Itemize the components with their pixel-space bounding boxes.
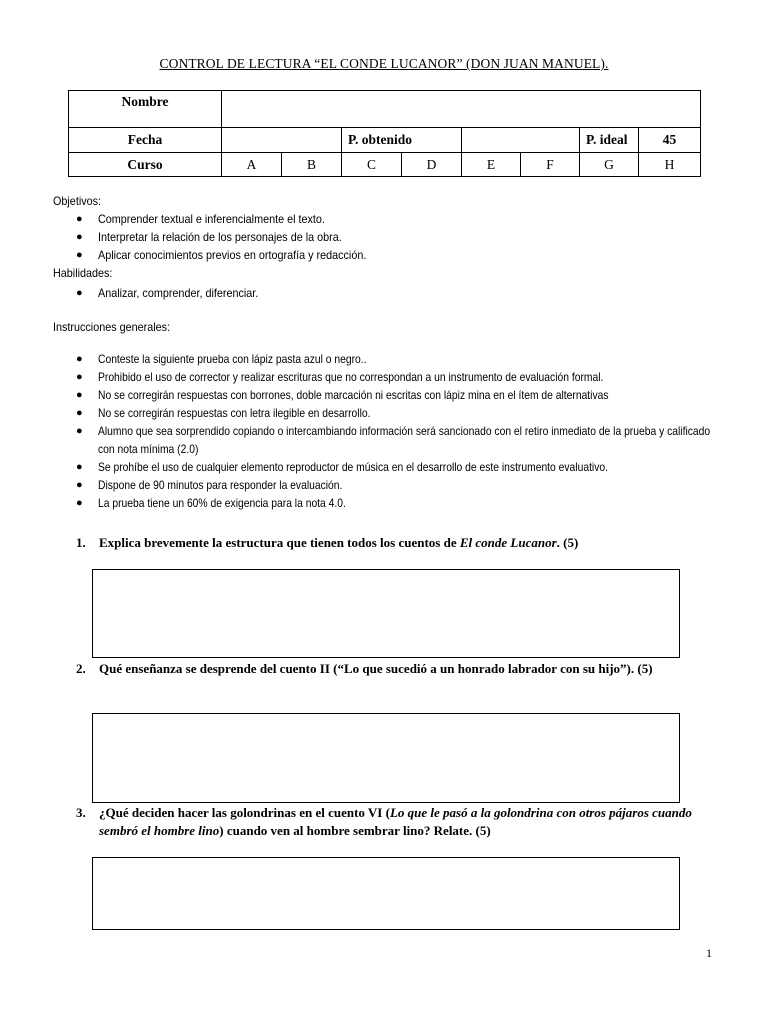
list-item: ● Aplicar conocimientos previos en ortografía y redacción. — [76, 248, 367, 262]
curso-option-d[interactable]: D — [402, 153, 462, 177]
curso-label: Curso — [69, 153, 222, 177]
list-item: ● Analizar, comprender, diferenciar. — [76, 286, 259, 300]
instrucciones-list — [76, 350, 768, 512]
list-item: ● Comprender textual e inferencialmente el texto. — [76, 212, 325, 226]
p-ideal-value: 45 — [639, 128, 701, 153]
answer-box-3[interactable] — [92, 857, 680, 930]
bullet-icon: ● — [76, 287, 83, 299]
list-item: ● Alumno que sea sorprendido copiando o intercambiando información será sancionado con el retiro inmediato de la prueba y calificado con nota mínima (2.0) — [76, 424, 711, 456]
list-item: ● Interpretar la relación de los personajes de la obra. — [76, 230, 342, 244]
list-item: ● No se corregirán respuestas con letra ilegible en desarrollo. — [76, 406, 371, 420]
nombre-label: Nombre — [69, 91, 222, 128]
question-number: 3. — [76, 805, 86, 820]
question-number: 1. — [76, 535, 86, 550]
bullet-icon: ● — [76, 425, 83, 437]
p-ideal-label: P. ideal — [580, 128, 639, 153]
objetivos-label: Objetivos: — [53, 194, 102, 208]
p-obtenido-label: P. obtenido — [342, 128, 462, 153]
question-text: Qué enseñanza se desprende del cuento II (“Lo que sucedió a un honrado labrador con su hijo”). (5) — [99, 661, 653, 676]
page-number: 1 — [706, 946, 712, 960]
curso-option-c[interactable]: C — [342, 153, 402, 177]
student-info-table — [68, 90, 701, 177]
nombre-field[interactable] — [222, 91, 701, 128]
document-title: CONTROL DE LECTURA “EL CONDE LUCANOR” (DON JUAN MANUEL). — [159, 56, 609, 71]
question-text: Explica brevemente la estructura que tienen todos los cuentos de El conde Lucanor. (5) — [99, 535, 579, 550]
instrucciones-label: Instrucciones generales: — [53, 320, 171, 334]
list-item: ● No se corregirán respuestas con borrones, doble marcación ni escritas con lápiz mina en el ítem de alternativas — [76, 388, 609, 402]
habilidades-label: Habilidades: — [53, 266, 113, 280]
answer-box-2[interactable] — [92, 713, 680, 803]
objetivos-list — [76, 210, 396, 264]
bullet-icon: ● — [76, 461, 83, 473]
bullet-icon: ● — [76, 231, 83, 243]
bullet-icon: ● — [76, 407, 83, 419]
curso-option-e[interactable]: E — [462, 153, 521, 177]
question-number: 2. — [76, 661, 86, 676]
curso-option-g[interactable]: G — [580, 153, 639, 177]
curso-option-f[interactable]: F — [521, 153, 580, 177]
bullet-icon: ● — [76, 213, 83, 225]
bullet-icon: ● — [76, 249, 83, 261]
fecha-field[interactable] — [222, 128, 342, 153]
bullet-icon: ● — [76, 353, 83, 365]
bullet-icon: ● — [76, 389, 83, 401]
bullet-icon: ● — [76, 371, 83, 383]
answer-box-1[interactable] — [92, 569, 680, 658]
list-item: ● La prueba tiene un 60% de exigencia para la nota 4.0. — [76, 496, 346, 510]
list-item: ● Conteste la siguiente prueba con lápiz pasta azul o negro.. — [76, 352, 367, 366]
list-item: ● Se prohíbe el uso de cualquier elemento reproductor de música en el desarrollo de este instrumento evaluativo. — [76, 460, 608, 474]
habilidades-list — [76, 284, 276, 302]
question-text: ¿Qué deciden hacer las golondrinas en el cuento VI (Lo que le pasó a la golondrina con otros pájaros cuando sembró el hombre lino) cuando ven al hombre sembrar lino? Relate. (5) — [99, 805, 692, 838]
curso-option-b[interactable]: B — [282, 153, 342, 177]
p-obtenido-field[interactable] — [462, 128, 580, 153]
curso-option-h[interactable]: H — [639, 153, 701, 177]
list-item: ● Dispone de 90 minutos para responder la evaluación. — [76, 478, 343, 492]
bullet-icon: ● — [76, 479, 83, 491]
list-item: ● Prohibido el uso de corrector y realizar escrituras que no correspondan a un instrumento de evaluación formal. — [76, 370, 604, 384]
curso-option-a[interactable]: A — [222, 153, 282, 177]
bullet-icon: ● — [76, 497, 83, 509]
fecha-label: Fecha — [69, 128, 222, 153]
